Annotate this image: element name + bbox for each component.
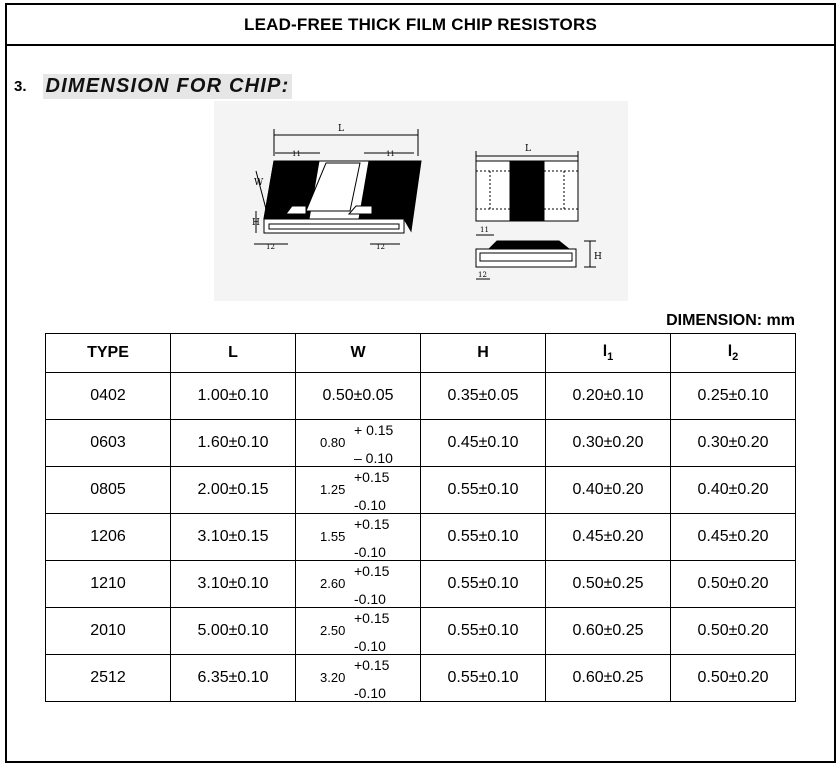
w-nominal: 1.55 [320,529,346,544]
w-nominal: 3.20 [320,670,346,685]
svg-text:11: 11 [386,150,395,158]
cell-W [296,655,421,702]
cell-W [296,467,421,514]
w-nominal: 2.50 [320,623,346,638]
cell-L: 2.00±0.15 [171,467,296,514]
col-l2: $l_2$ [671,334,796,373]
cell-l2: 0.25±0.10 [671,373,796,420]
cell-l2: 0.50±0.20 [671,655,796,702]
cell-L: 1.60±0.10 [171,420,296,467]
w-plus-tol: + 0.15 [354,422,394,438]
w-plus-tol: +0.15 [354,657,390,673]
w-nominal: 0.80 [320,435,346,450]
w-plus-tol: +0.15 [354,516,390,532]
cell-type: 2512 [46,655,171,702]
col-L: L [171,334,296,373]
w-minus-tol: -0.10 [354,544,386,560]
dimension-table [45,333,796,702]
table-row [46,514,796,561]
cell-W [296,420,421,467]
section-heading [14,74,292,99]
table-row [46,420,796,467]
cell-L: 3.10±0.15 [171,514,296,561]
cell-l2: 0.50±0.20 [671,608,796,655]
col-H: H [421,334,546,373]
cell-W [296,514,421,561]
col-type: TYPE [46,334,171,373]
cell-l1: 0.30±0.20 [546,420,671,467]
cell-l2: 0.50±0.20 [671,561,796,608]
svg-text:12: 12 [376,243,385,251]
cell-l1: 0.50±0.25 [546,561,671,608]
dimension-unit-label: DIMENSION: mm [666,312,795,329]
cell-l1: 0.60±0.25 [546,608,671,655]
svg-text:H: H [594,252,602,262]
cell-L: 5.00±0.10 [171,608,296,655]
svg-text:11: 11 [480,226,489,234]
col-W: W [296,334,421,373]
cell-l1: 0.40±0.20 [546,467,671,514]
page-header [7,5,834,46]
svg-text:12: 12 [478,271,487,279]
section-number: 3. [14,78,27,95]
table-row [46,608,796,655]
section-title: DIMENSION FOR CHIP: [43,74,293,99]
w-minus-tol: – 0.10 [354,450,393,466]
svg-text:11: 11 [292,150,301,158]
page-title: LEAD-FREE THICK FILM CHIP RESISTORS [243,14,597,34]
cell-W [296,608,421,655]
w-nominal: 1.25 [320,482,346,497]
cell-L: 1.00±0.10 [171,373,296,420]
cell-H: 0.55±0.10 [421,561,546,608]
cell-type: 2010 [46,608,171,655]
cell-H: 0.45±0.10 [421,420,546,467]
cell-type: 0402 [46,373,171,420]
w-plus-tol: +0.15 [354,469,390,485]
w-plus-tol: +0.15 [354,563,390,579]
w-minus-tol: -0.10 [354,497,386,513]
cell-H: 0.55±0.10 [421,514,546,561]
cell-W: 0.50±0.05 [296,373,421,420]
chip-drawing [214,101,628,301]
table-header-row [46,334,796,373]
svg-text:12: 12 [266,243,275,251]
cell-l2: 0.30±0.20 [671,420,796,467]
cell-l1: 0.45±0.20 [546,514,671,561]
cell-W [296,561,421,608]
w-nominal: 2.60 [320,576,346,591]
cell-H: 0.55±0.10 [421,608,546,655]
cell-type: 1206 [46,514,171,561]
label-L-top: L [525,144,531,154]
cell-l1: 0.60±0.25 [546,655,671,702]
label-H: H [252,218,260,228]
cell-L: 6.35±0.10 [171,655,296,702]
cell-H: 0.55±0.10 [421,655,546,702]
w-minus-tol: -0.10 [354,638,386,654]
cell-l2: 0.40±0.20 [671,467,796,514]
table-row [46,655,796,702]
cell-l2: 0.45±0.20 [671,514,796,561]
label-L: L [338,124,344,134]
w-plus-tol: +0.15 [354,610,390,626]
label-W: W [254,178,264,188]
table-row [46,373,796,420]
cell-type: 1210 [46,561,171,608]
col-l1: $l_1$ [546,334,671,373]
w-minus-tol: -0.10 [354,591,386,607]
w-minus-tol: -0.10 [354,685,386,701]
table-row [46,561,796,608]
cell-H: 0.55±0.10 [421,467,546,514]
chip-dimension-diagram [214,101,628,301]
cell-l1: 0.20±0.10 [546,373,671,420]
table-row [46,467,796,514]
cell-type: 0603 [46,420,171,467]
cell-type: 0805 [46,467,171,514]
cell-H: 0.35±0.05 [421,373,546,420]
cell-L: 3.10±0.10 [171,561,296,608]
